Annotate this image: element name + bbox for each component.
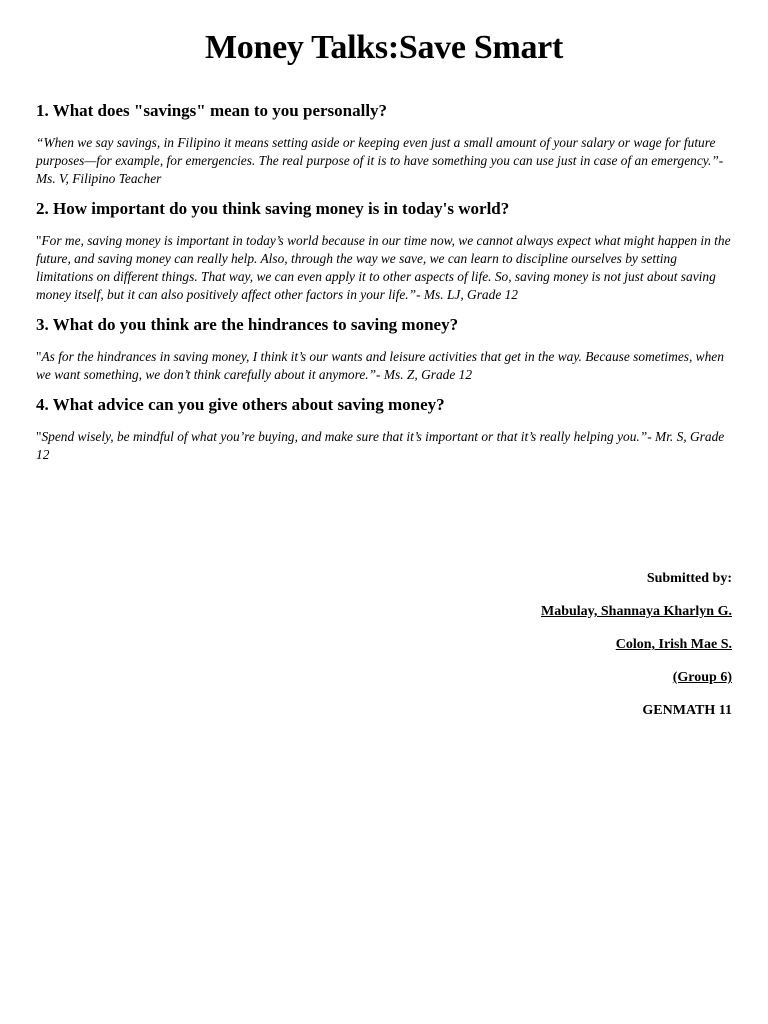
- answer-1: [36, 134, 732, 188]
- qa-item-4: [36, 394, 732, 464]
- question-4: 4. What advice can you give others about saving money?: [36, 395, 445, 414]
- answer-4: [36, 428, 732, 464]
- answer-4-quote-mark: ": [36, 429, 42, 444]
- group-label: (Group 6): [672, 670, 732, 685]
- author-name-1: Mabulay, Shannaya Kharlyn G.: [540, 604, 732, 619]
- signature-block: [541, 570, 732, 735]
- qa-item-1: [36, 100, 732, 188]
- document-title: Money Talks:Save Smart: [205, 29, 563, 66]
- answer-2-text: For me, saving money is important in today’s world because in our time now, we cannot always expect what might happen in the future, and saving money can really help. Also, through the way we save, we can learn to discipline ourselves by setting limitations on different things. That way, we can even apply it to other aspects of life. So, saving money is not just about saving money itself, but it can also positively affect other factors in your life.”- Ms. LJ, Grade 12: [36, 233, 731, 302]
- subject-label: GENMATH 11: [642, 703, 732, 718]
- answer-4-text: Spend wisely, be mindful of what you’re buying, and make sure that it’s important or that it’s really helping you.”- Mr. S, Grade 12: [36, 429, 725, 462]
- qa-item-3: [36, 314, 732, 384]
- question-2: 2. How important do you think saving money is in today's world?: [36, 199, 510, 218]
- answer-3-text: As for the hindrances in saving money, I think it’s our wants and leisure activities that get in the way. Because sometimes, when we want something, we don’t think carefully about it anymore.”- Ms. Z, Grade 12: [36, 349, 724, 382]
- author-name-2: Colon, Irish Mae S.: [615, 637, 732, 652]
- answer-2: [36, 232, 732, 304]
- question-3: 3. What do you think are the hindrances to saving money?: [36, 315, 459, 334]
- qa-item-2: [36, 198, 732, 304]
- answer-1-text: “When we say savings, in Filipino it means setting aside or keeping even just a small amount of your salary or wage for future purposes—for example, for emergencies. The real purpose of it is to have something you can use just in case of an emergency.”- Ms. V, Filipino Teacher: [36, 135, 724, 186]
- question-1: 1. What does "savings" mean to you personally?: [36, 101, 388, 120]
- answer-3-quote-mark: ": [36, 349, 42, 364]
- answer-3: [36, 348, 732, 384]
- answer-2-quote-mark: ": [36, 233, 42, 248]
- submitted-by-label: Submitted by:: [646, 571, 732, 586]
- qa-list: [36, 100, 732, 464]
